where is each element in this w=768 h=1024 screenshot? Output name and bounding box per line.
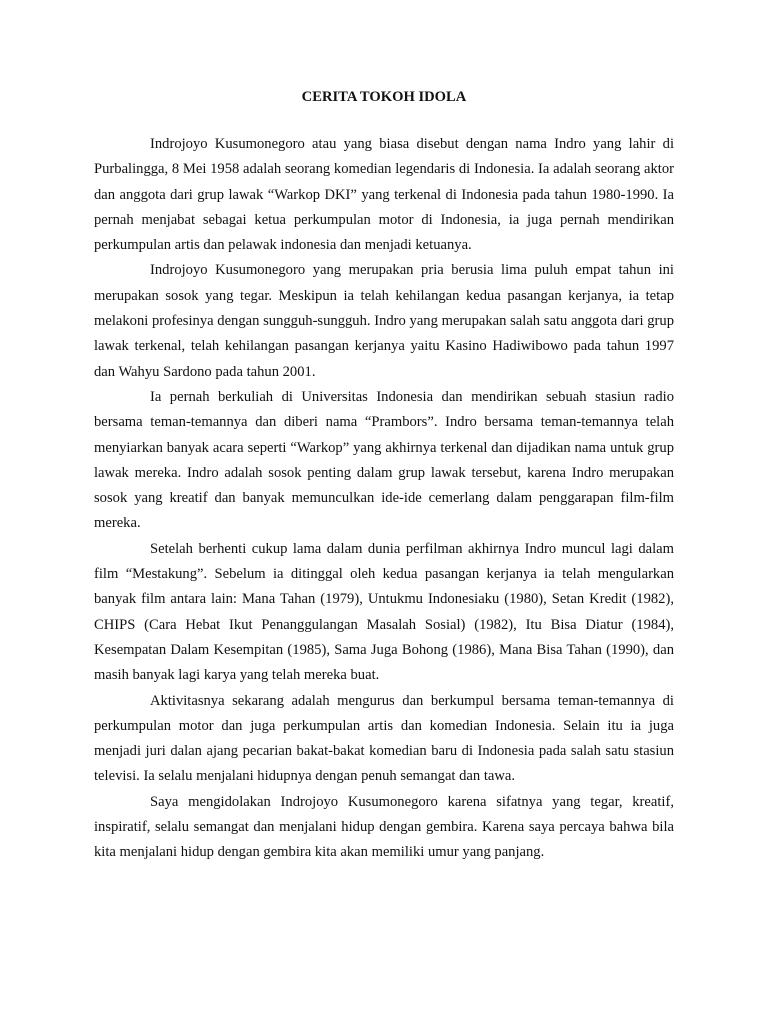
document-body — [94, 132, 674, 866]
paragraph-2: Indrojoyo Kusumonegoro yang merupakan pria berusia lima puluh empat tahun ini merupakan sosok yang tegar. Meskipun ia telah kehilangan kedua pasangan kerjanya, ia tetap melakoni profesinya dengan sungguh-sungguh. Indro yang merupakan salah satu anggota dari grup lawak terkenal, telah kehilangan pasangan kerjanya yaitu Kasino Hadiwibowo pada tahun 1997 dan Wahyu Sardono pada tahun 2001. — [94, 262, 674, 380]
paragraph-4: Setelah berhenti cukup lama dalam dunia perfilman akhirnya Indro muncul lagi dalam film “Mestakung”. Sebelum ia ditinggal oleh kedua pasangan kerjanya ia telah mengularkan banyak film antara lain: Mana Tahan (1979), Untukmu Indonesiaku (1980), Setan Kredit (1982), CHIPS (Cara Hebat Ikut Penanggulangan Masalah Sosial) (1982), Itu Bisa Diatur (1984), Kesempatan Dalam Kesempitan (1985), Sama Juga Bohong (1986), Mana Bisa Tahan (1990), dan masih banyak lagi karya yang telah mereka buat. — [94, 540, 674, 684]
paragraph-3: Ia pernah berkuliah di Universitas Indonesia dan mendirikan sebuah stasiun radio bersama teman-temannya dan diberi nama “Prambors”. Indro bersama teman-temannya telah menyiarkan banyak acara seperti “Warkop” yang akhirnya terkenal dan dijadikan nama untuk grup lawak mereka. Indro adalah sosok penting dalam grup lawak tersebut, karena Indro merupakan sosok yang kreatif dan banyak memunculkan ide-ide cemerlang dalam penggarapan film-film mereka. — [94, 388, 674, 532]
paragraph-1: Indrojoyo Kusumonegoro atau yang biasa disebut dengan nama Indro yang lahir di Purbalingga, 8 Mei 1958 adalah seorang komedian legendaris di Indonesia. Ia adalah seorang aktor dan anggota dari grup lawak “Warkop DKI” yang terkenal di Indonesia pada tahun 1980-1990. Ia pernah menjabat sebagai ketua perkumpulan motor di Indonesia, ia juga pernah mendirikan perkumpulan artis dan pelawak indonesia dan menjadi ketuanya. — [94, 136, 674, 254]
paragraph-5: Aktivitasnya sekarang adalah mengurus dan berkumpul bersama teman-temannya di perkumpulan motor dan juga perkumpulan artis dan komedian Indonesia. Selain itu ia juga menjadi juri dalan ajang pecarian bakat-bakat komedian baru di Indonesia pada salah satu stasiun televisi. Ia selalu menjalani hidupnya dengan penuh semangat dan tawa. — [94, 692, 674, 785]
paragraph-6: Saya mengidolakan Indrojoyo Kusumonegoro karena sifatnya yang tegar, kreatif, inspiratif, selalu semangat dan menjalani hidup dengan gembira. Karena saya percaya bahwa bila kita menjalani hidup dengan gembira kita akan memiliki umur yang panjang. — [94, 793, 674, 861]
document-title: CERITA TOKOH IDOLA — [301, 89, 467, 105]
